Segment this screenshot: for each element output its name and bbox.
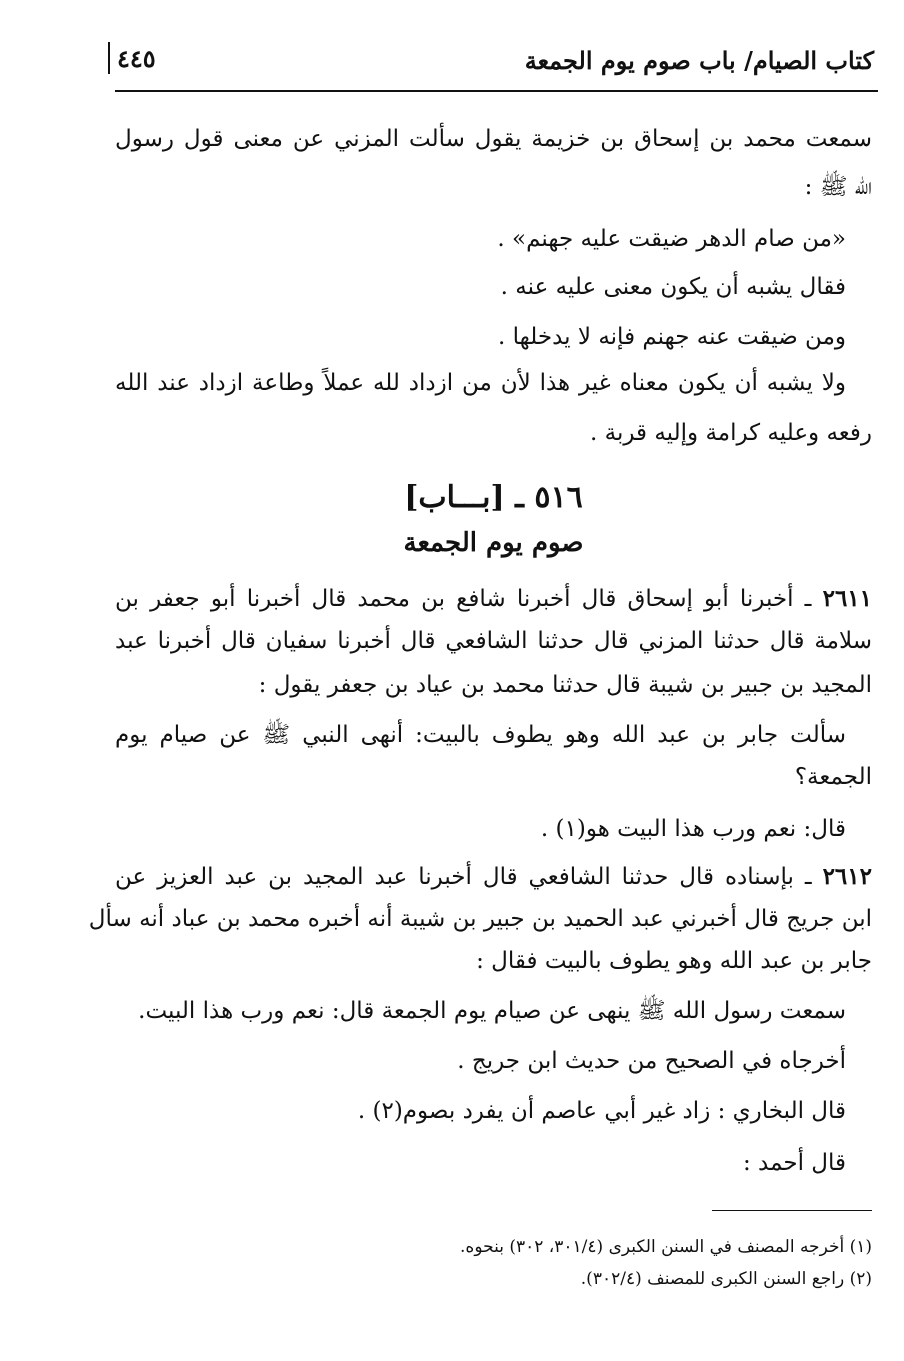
page-number: ٤٤٥ [117, 44, 156, 73]
header-divider [108, 42, 110, 74]
hadith-2612-line-4: سمعت رسول الله ﷺ ينهى عن صيام يوم الجمعة قال: نعم ورب هذا البيت. [138, 998, 846, 1024]
intro-line-6: ولا يشبه أن يكون معناه غير هذا لأن من ازداد لله عملاً وطاعة ازداد عند الله [115, 370, 846, 396]
hadith-2612-line-3: جابر بن عبد الله وهو يطوف بالبيت فقال : [476, 948, 872, 974]
intro-line-3: «من صام الدهر ضيقت عليه جهنم» . [497, 226, 846, 252]
footnote-2: (٢) راجع السنن الكبرى للمصنف (٣٠٢/٤). [580, 1269, 872, 1289]
hadith-2612-number: ٢٦١٢ [822, 863, 872, 890]
hadith-2612-line-2: ابن جريج قال أخبرني عبد الحميد بن جبير بن شيبة أنه أخبره محمد بن عباد أنه سأل [88, 906, 872, 932]
hadith-2612-line-5: أخرجاه في الصحيح من حديث ابن جريج . [457, 1048, 846, 1074]
footnote-1: (١) أخرجه المصنف في السنن الكبرى (٣٠١/٤، ٣٠٢) بنحوه. [460, 1237, 872, 1257]
hadith-2612-line-6: قال البخاري : زاد غير أبي عاصم أن يفرد بصوم(٢) . [357, 1098, 846, 1124]
hadith-2612-line-7: قال أحمد : [742, 1150, 846, 1176]
intro-line-4: فقال يشبه أن يكون معنى عليه عنه . [500, 274, 846, 300]
footnote-rule [712, 1210, 872, 1211]
hadith-2611-line-6: قال: نعم ورب هذا البيت هو(١) . [540, 816, 846, 842]
chapter-number: ٥١٦ ـ [بـــاب] [404, 480, 583, 515]
intro-line-1: سمعت محمد بن إسحاق بن خزيمة يقول سألت المزني عن معنى قول رسول [115, 126, 872, 152]
hadith-2611-line-4: سألت جابر بن عبد الله وهو يطوف بالبيت: أنهى النبي ﷺ عن صيام يوم [115, 722, 846, 748]
intro-line-7: رفعه وعليه كرامة وإليه قربة . [590, 420, 872, 446]
chapter-title: صوم يوم الجمعة [403, 528, 584, 558]
hadith-2611-line-2: سلامة قال حدثنا المزني قال حدثنا الشافعي قال أخبرنا سفيان قال أخبرنا عبد [115, 628, 872, 654]
hadith-2611-number: ٢٦١١ [822, 585, 873, 612]
header-rule [115, 90, 878, 92]
intro-line-2: الله ﷺ : [804, 174, 872, 200]
running-header-title: كتاب الصيام/ باب صوم يوم الجمعة [524, 46, 874, 75]
hadith-2611-line-5: الجمعة؟ [794, 764, 872, 790]
hadith-2612-line-1: ٢٦١٢ ـ بإسناده قال حدثنا الشافعي قال أخبرنا عبد المجيد بن عبد العزيز عن [115, 863, 872, 890]
intro-line-5: ومن ضيقت عنه جهنم فإنه لا يدخلها . [498, 324, 846, 350]
hadith-2611-line-1: ٢٦١١ ـ أخبرنا أبو إسحاق قال أخبرنا شافع بن محمد قال أخبرنا أبو جعفر بن [115, 585, 873, 612]
hadith-2611-line-3: المجيد بن جبير بن شيبة قال حدثنا محمد بن عياد بن جعفر يقول : [258, 672, 872, 698]
